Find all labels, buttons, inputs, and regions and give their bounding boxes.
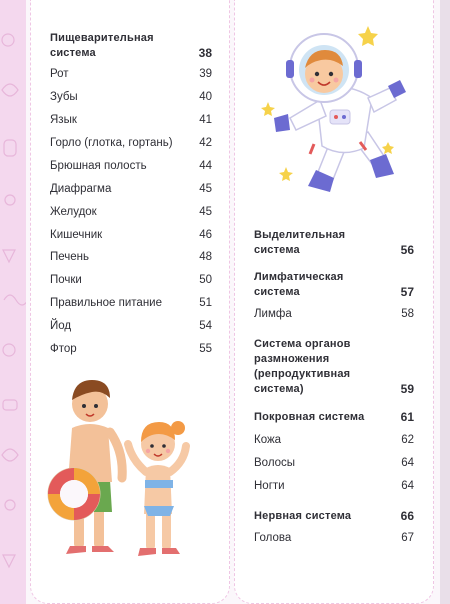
toc-entry-title: Зубы [50, 91, 78, 103]
toc-entry-title: Брюшная полость [50, 160, 147, 172]
toc-entry-title: Пищеварительная система [50, 32, 154, 59]
toc-entry-title: Йод [50, 320, 72, 332]
toc-entry[interactable] [50, 205, 212, 220]
toc-entry-title: Покровная система [254, 411, 365, 423]
toc-entry-title: Печень [50, 251, 90, 263]
toc-entry[interactable] [50, 90, 212, 105]
toc-entry-page: 50 [199, 274, 212, 286]
toc-entry-page: 39 [199, 68, 212, 80]
astronaut-illustration [258, 22, 408, 202]
swim-ring-icon [48, 468, 100, 520]
toc-entry-title: Диафрагма [50, 183, 112, 195]
toc-entry[interactable] [50, 31, 212, 61]
toc-entry-page: 61 [400, 410, 414, 424]
toc-entry-page: 55 [199, 343, 212, 355]
toc-entry-title: Кишечник [50, 229, 103, 241]
toc-entry[interactable] [50, 342, 212, 357]
toc-entry-page: 41 [199, 114, 212, 126]
toc-entry-page: 66 [400, 509, 414, 523]
toc-entry-page: 51 [199, 297, 212, 309]
toc-entry-title: Правильное питание [50, 297, 162, 309]
doodle-pattern [0, 0, 26, 604]
toc-entry-page: 44 [199, 160, 212, 172]
toc-entry-title: Язык [50, 114, 77, 126]
toc-entry-title: Фтор [50, 343, 77, 355]
toc-entry[interactable] [254, 456, 414, 471]
girl-in-swimsuit-illustration [118, 414, 208, 559]
toc-entry[interactable] [254, 228, 414, 258]
toc-entry-title: Выделительная система [254, 229, 346, 256]
toc-entry[interactable] [50, 296, 212, 311]
toc-entry-title: Рот [50, 68, 69, 80]
toc-entry[interactable] [254, 509, 414, 524]
toc-entry-title: Лимфатическая система [254, 271, 344, 298]
toc-entry-title: Почки [50, 274, 82, 286]
toc-entry[interactable] [50, 136, 212, 151]
toc-entry-title: Система органов размножения (репродуктивная система) [254, 338, 351, 395]
toc-entry-page: 40 [199, 91, 212, 103]
toc-entry-title: Лимфа [254, 308, 292, 320]
toc-entry[interactable] [254, 307, 414, 322]
toc-entry[interactable] [50, 250, 212, 265]
toc-entry-title: Нервная система [254, 510, 352, 522]
toc-entry[interactable] [50, 319, 212, 334]
toc-entry-page: 42 [199, 137, 212, 149]
toc-entry-title: Горло (глотка, гортань) [50, 137, 173, 149]
toc-entry-page: 58 [401, 308, 414, 320]
toc-entry-title: Ногти [254, 480, 285, 492]
toc-entry[interactable] [254, 270, 414, 300]
toc-entry-page: 64 [401, 457, 414, 469]
page-edge [440, 0, 450, 604]
toc-entry-page: 62 [401, 434, 414, 446]
toc-entry-title: Желудок [50, 206, 97, 218]
decorative-side-strip [0, 0, 26, 604]
toc-entry-page: 45 [199, 206, 212, 218]
toc-entry-title: Голова [254, 532, 292, 544]
toc-entry[interactable] [50, 159, 212, 174]
toc-entry-page: 38 [198, 46, 212, 60]
toc-entry-page: 57 [400, 285, 414, 299]
toc-entry[interactable] [254, 410, 414, 425]
toc-entry[interactable] [50, 228, 212, 243]
toc-entry[interactable] [254, 479, 414, 494]
toc-entry[interactable] [50, 113, 212, 128]
toc-entry-title: Волосы [254, 457, 296, 469]
toc-entry-page: 48 [199, 251, 212, 263]
toc-entry-title: Кожа [254, 434, 282, 446]
toc-entry[interactable] [254, 337, 414, 397]
toc-entry[interactable] [254, 433, 414, 448]
toc-entry-page: 67 [401, 532, 414, 544]
toc-entry[interactable] [254, 531, 414, 546]
toc-entry-page: 56 [400, 243, 414, 257]
toc-entry[interactable] [50, 182, 212, 197]
toc-entry-page: 46 [199, 229, 212, 241]
toc-entry-page: 54 [199, 320, 212, 332]
toc-entry-page: 59 [400, 382, 414, 396]
toc-entry-page: 64 [401, 480, 414, 492]
toc-entry-page: 45 [199, 183, 212, 195]
toc-entry[interactable] [50, 67, 212, 82]
toc-entry[interactable] [50, 273, 212, 288]
